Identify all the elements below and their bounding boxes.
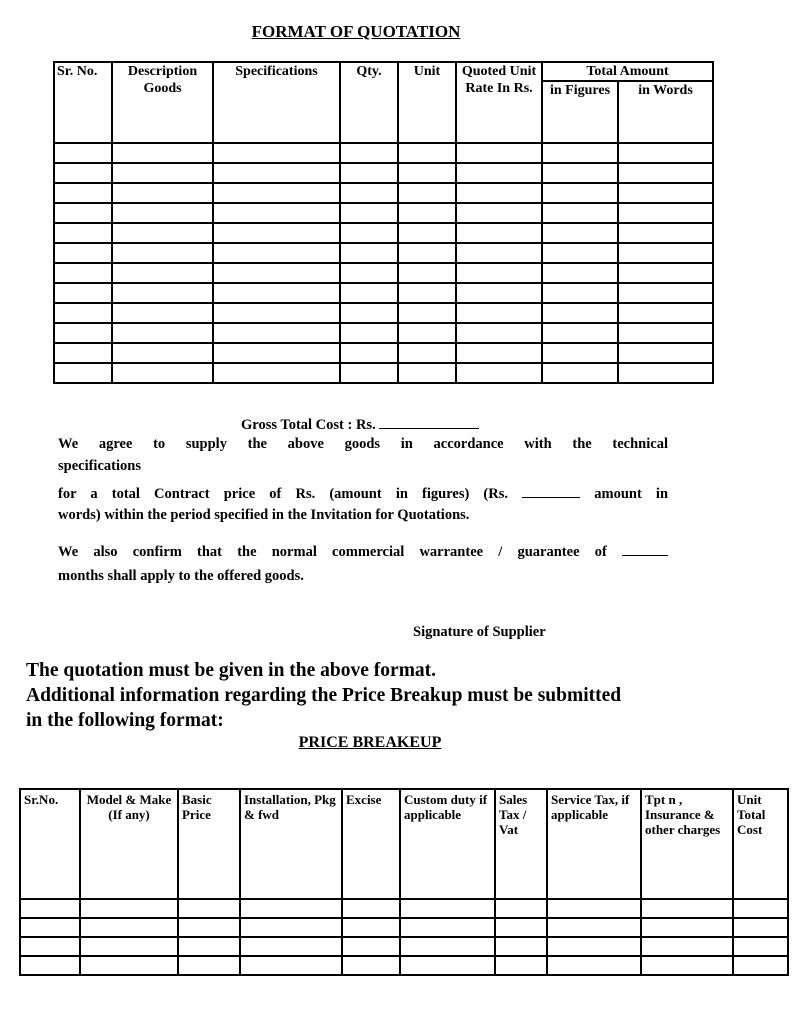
- signature-of-supplier: Signature of Supplier: [413, 624, 546, 640]
- table-cell[interactable]: [456, 183, 542, 203]
- table-cell[interactable]: [178, 937, 240, 956]
- header-total-amount: Total Amount: [542, 62, 713, 81]
- table-cell[interactable]: [112, 143, 213, 163]
- table-cell[interactable]: [213, 323, 340, 343]
- table-cell[interactable]: [80, 956, 178, 975]
- table-cell[interactable]: [340, 203, 398, 223]
- table-cell[interactable]: [398, 163, 456, 183]
- header-custom-duty: Custom duty if applicable: [400, 789, 495, 899]
- table-cell[interactable]: [20, 899, 80, 918]
- price-breakup-table: [19, 788, 789, 976]
- header-sr-no: Sr.No.: [20, 789, 80, 899]
- table-cell[interactable]: [340, 343, 398, 363]
- table-row: [20, 918, 788, 937]
- table-cell[interactable]: [340, 363, 398, 383]
- table-cell[interactable]: [340, 303, 398, 323]
- table-cell[interactable]: [495, 899, 547, 918]
- table-cell[interactable]: [112, 303, 213, 323]
- table-cell[interactable]: [112, 263, 213, 283]
- table-cell[interactable]: [456, 143, 542, 163]
- table-cell[interactable]: [240, 956, 342, 975]
- table-cell[interactable]: [112, 283, 213, 303]
- table-cell[interactable]: [400, 956, 495, 975]
- header-transport-insurance: Tpt n , Insurance & other charges: [641, 789, 733, 899]
- table-cell[interactable]: [54, 223, 112, 243]
- price-line-1b: amount in: [594, 486, 669, 502]
- table-cell[interactable]: [54, 163, 112, 183]
- table-cell[interactable]: [213, 263, 340, 283]
- quotation-title: FORMAT OF QUOTATION: [251, 22, 461, 41]
- table-cell[interactable]: [20, 937, 80, 956]
- header-sr-no: Sr. No.: [54, 62, 112, 143]
- table-cell[interactable]: [178, 899, 240, 918]
- table-cell[interactable]: [456, 283, 542, 303]
- table-cell[interactable]: [342, 956, 400, 975]
- table-cell[interactable]: [733, 899, 788, 918]
- table-cell[interactable]: [112, 163, 213, 183]
- header-sales-tax: Sales Tax / Vat: [495, 789, 547, 899]
- table-cell[interactable]: [213, 163, 340, 183]
- table-cell[interactable]: [495, 956, 547, 975]
- table-cell[interactable]: [618, 163, 713, 183]
- note-line-2: Additional information regarding the Price Breakup must be submitted: [26, 685, 622, 706]
- table-cell[interactable]: [398, 323, 456, 343]
- table-cell[interactable]: [213, 183, 340, 203]
- table-cell[interactable]: [240, 918, 342, 937]
- gross-total-blank[interactable]: [379, 414, 479, 429]
- warranty-months-blank[interactable]: [622, 541, 668, 556]
- table-cell[interactable]: [340, 183, 398, 203]
- table-cell[interactable]: [618, 143, 713, 163]
- table-cell[interactable]: [213, 303, 340, 323]
- table-cell[interactable]: [54, 283, 112, 303]
- table-cell[interactable]: [618, 363, 713, 383]
- table-cell[interactable]: [641, 937, 733, 956]
- table-cell[interactable]: [342, 937, 400, 956]
- table-cell[interactable]: [456, 343, 542, 363]
- table-row: [54, 203, 713, 223]
- header-basic-price: Basic Price: [178, 789, 240, 899]
- table-cell[interactable]: [20, 918, 80, 937]
- table-cell[interactable]: [54, 183, 112, 203]
- table-cell[interactable]: [542, 283, 618, 303]
- gross-total-line: [241, 414, 479, 435]
- header-description: Description Goods: [112, 62, 213, 143]
- table-cell[interactable]: [20, 956, 80, 975]
- header-model-make: Model & Make (If any): [80, 789, 178, 899]
- table-cell[interactable]: [547, 918, 641, 937]
- table-cell[interactable]: [213, 363, 340, 383]
- table-cell[interactable]: [54, 303, 112, 323]
- table-cell[interactable]: [340, 323, 398, 343]
- warranty-line-1: [58, 541, 668, 562]
- table-cell[interactable]: [618, 323, 713, 343]
- header-qty: Qty.: [340, 62, 398, 143]
- table-cell[interactable]: [398, 243, 456, 263]
- table-cell[interactable]: [618, 343, 713, 363]
- note-line-3: in the following format:: [26, 710, 224, 731]
- table-cell[interactable]: [542, 203, 618, 223]
- table-cell[interactable]: [112, 243, 213, 263]
- table-cell[interactable]: [400, 918, 495, 937]
- table-cell[interactable]: [342, 899, 400, 918]
- table-row: [54, 303, 713, 323]
- price-words-blank[interactable]: [522, 483, 580, 498]
- table-cell[interactable]: [54, 343, 112, 363]
- table-row: [54, 163, 713, 183]
- table-cell[interactable]: [340, 163, 398, 183]
- table-cell[interactable]: [112, 183, 213, 203]
- table-cell[interactable]: [400, 899, 495, 918]
- price-line-1: [58, 483, 668, 504]
- agree-line-2: specifications: [58, 458, 141, 474]
- table-cell[interactable]: [213, 343, 340, 363]
- table-row: [54, 183, 713, 203]
- table-cell[interactable]: [54, 243, 112, 263]
- table-cell[interactable]: [542, 183, 618, 203]
- table-cell[interactable]: [547, 899, 641, 918]
- table-cell[interactable]: [398, 203, 456, 223]
- warranty-line-2: months shall apply to the offered goods.: [58, 568, 304, 584]
- table-cell[interactable]: [80, 937, 178, 956]
- price-breakup-title: PRICE BREAKEUP: [298, 734, 442, 751]
- table-cell[interactable]: [178, 956, 240, 975]
- table-cell[interactable]: [618, 203, 713, 223]
- table-cell[interactable]: [495, 937, 547, 956]
- table-cell[interactable]: [618, 223, 713, 243]
- price-line-1a: for a total Contract price of Rs. (amount in figures) (Rs.: [58, 486, 508, 502]
- table-cell[interactable]: [618, 243, 713, 263]
- gross-total-label: Gross Total Cost : Rs.: [241, 417, 376, 433]
- table-cell[interactable]: [456, 323, 542, 343]
- table-cell[interactable]: [400, 937, 495, 956]
- table-cell[interactable]: [641, 956, 733, 975]
- table-row: [54, 343, 713, 363]
- table-cell[interactable]: [542, 243, 618, 263]
- table-cell[interactable]: [54, 203, 112, 223]
- table-cell[interactable]: [340, 283, 398, 303]
- header-unit: Unit: [398, 62, 456, 143]
- table-cell[interactable]: [112, 223, 213, 243]
- table-cell[interactable]: [112, 343, 213, 363]
- table-cell[interactable]: [542, 163, 618, 183]
- table-row: [20, 899, 788, 918]
- note-line-1: The quotation must be given in the above format.: [26, 660, 437, 681]
- table-cell[interactable]: [542, 343, 618, 363]
- table-cell[interactable]: [618, 283, 713, 303]
- table-cell[interactable]: [112, 323, 213, 343]
- warranty-line-1-text: We also confirm that the normal commercial warrantee / guarantee of: [58, 544, 607, 560]
- price-breakup-table-body: [20, 899, 788, 975]
- agree-line-1: We agree to supply the above goods in accordance with the technical: [58, 436, 668, 452]
- table-cell[interactable]: [456, 163, 542, 183]
- table-cell[interactable]: [456, 243, 542, 263]
- table-cell[interactable]: [398, 303, 456, 323]
- table-row: [54, 223, 713, 243]
- table-cell[interactable]: [398, 363, 456, 383]
- table-row: [20, 956, 788, 975]
- table-cell[interactable]: [54, 363, 112, 383]
- table-cell[interactable]: [641, 899, 733, 918]
- table-cell[interactable]: [542, 363, 618, 383]
- table-cell[interactable]: [641, 918, 733, 937]
- table-cell[interactable]: [340, 143, 398, 163]
- header-unit-total-cost: Unit Total Cost: [733, 789, 788, 899]
- table-cell[interactable]: [398, 143, 456, 163]
- table-cell[interactable]: [213, 243, 340, 263]
- quotation-table-body: [54, 143, 713, 383]
- table-cell[interactable]: [340, 263, 398, 283]
- table-row: [54, 143, 713, 163]
- table-cell[interactable]: [398, 183, 456, 203]
- header-service-tax: Service Tax, if applicable: [547, 789, 641, 899]
- table-cell[interactable]: [340, 243, 398, 263]
- table-row: [54, 323, 713, 343]
- table-row: [54, 363, 713, 383]
- table-cell[interactable]: [112, 203, 213, 223]
- header-in-words: in Words: [618, 81, 713, 143]
- table-cell[interactable]: [54, 323, 112, 343]
- quotation-table: [53, 61, 714, 384]
- table-cell[interactable]: [398, 223, 456, 243]
- table-cell[interactable]: [398, 263, 456, 283]
- header-specifications: Specifications: [213, 62, 340, 143]
- table-cell[interactable]: [80, 918, 178, 937]
- table-cell[interactable]: [80, 899, 178, 918]
- table-cell[interactable]: [213, 143, 340, 163]
- table-cell[interactable]: [542, 223, 618, 243]
- table-cell[interactable]: [340, 223, 398, 243]
- table-cell[interactable]: [54, 143, 112, 163]
- table-cell[interactable]: [733, 956, 788, 975]
- table-cell[interactable]: [547, 956, 641, 975]
- header-rate: Quoted Unit Rate In Rs.: [456, 62, 542, 143]
- table-cell[interactable]: [733, 937, 788, 956]
- table-cell[interactable]: [240, 937, 342, 956]
- table-row: [54, 263, 713, 283]
- table-cell[interactable]: [456, 303, 542, 323]
- table-cell[interactable]: [398, 283, 456, 303]
- header-in-figures: in Figures: [542, 81, 618, 143]
- table-cell[interactable]: [733, 918, 788, 937]
- table-cell[interactable]: [456, 203, 542, 223]
- table-cell[interactable]: [54, 263, 112, 283]
- table-cell[interactable]: [547, 937, 641, 956]
- table-cell[interactable]: [342, 918, 400, 937]
- table-cell[interactable]: [542, 323, 618, 343]
- table-cell[interactable]: [456, 223, 542, 243]
- table-cell[interactable]: [495, 918, 547, 937]
- table-cell[interactable]: [213, 283, 340, 303]
- price-line-2: words) within the period specified in the Invitation for Quotations.: [58, 507, 470, 523]
- table-row: [54, 283, 713, 303]
- table-cell[interactable]: [456, 263, 542, 283]
- table-cell[interactable]: [618, 263, 713, 283]
- table-cell[interactable]: [398, 343, 456, 363]
- table-cell[interactable]: [542, 303, 618, 323]
- table-cell[interactable]: [240, 899, 342, 918]
- header-installation: Installation, Pkg & fwd: [240, 789, 342, 899]
- table-cell[interactable]: [213, 223, 340, 243]
- table-cell[interactable]: [112, 363, 213, 383]
- table-cell[interactable]: [542, 263, 618, 283]
- table-cell[interactable]: [213, 203, 340, 223]
- table-row: [54, 243, 713, 263]
- table-cell[interactable]: [178, 918, 240, 937]
- header-excise: Excise: [342, 789, 400, 899]
- table-cell[interactable]: [618, 303, 713, 323]
- table-cell[interactable]: [542, 143, 618, 163]
- table-cell[interactable]: [456, 363, 542, 383]
- table-cell[interactable]: [618, 183, 713, 203]
- table-row: [20, 937, 788, 956]
